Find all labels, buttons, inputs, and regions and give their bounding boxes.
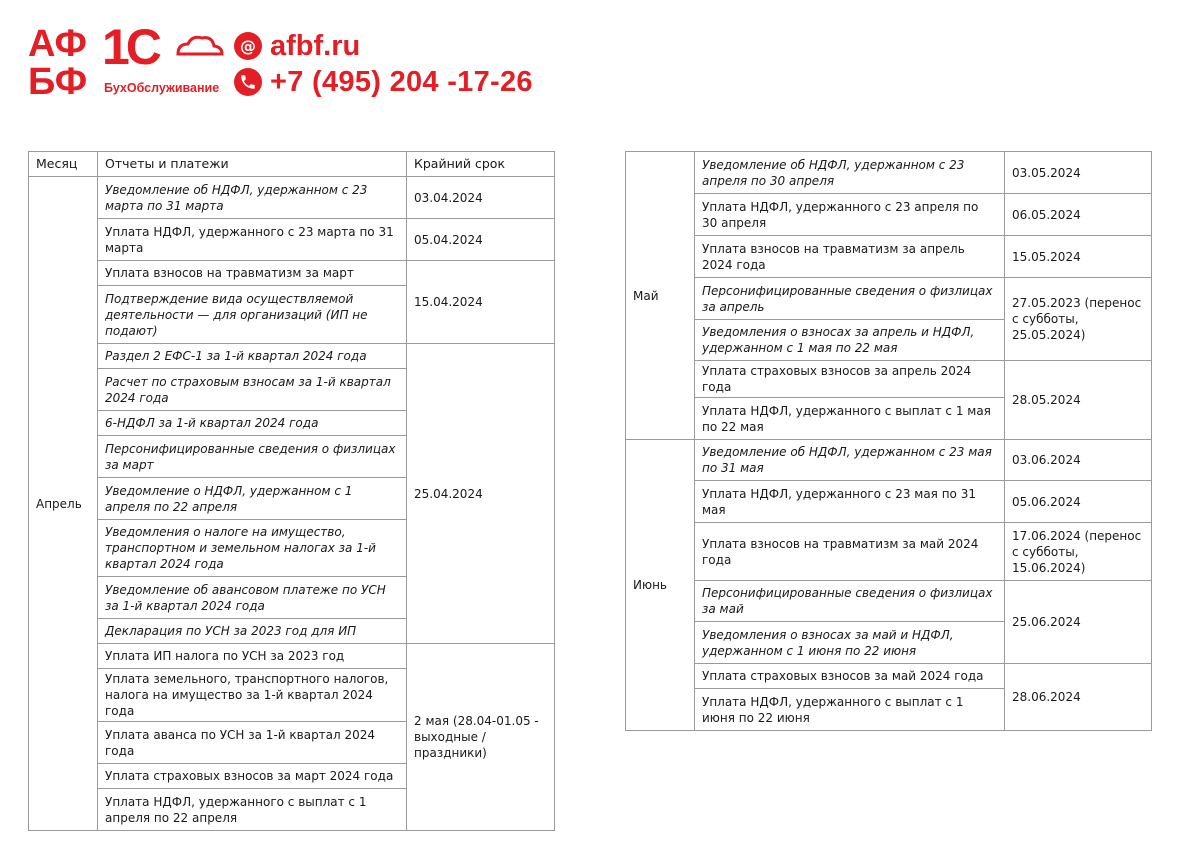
deadline-cell: 03.05.2024: [1005, 152, 1152, 194]
deadline-cell: 27.05.2023 (перенос с субботы, 25.05.2024): [1005, 278, 1152, 361]
deadline-cell: 05.06.2024: [1005, 481, 1152, 523]
logo-mark: 1С: [102, 20, 158, 75]
report-item: Уплата страховых взносов за апрель 2024 года: [695, 361, 1005, 398]
report-item: Уплата НДФЛ, удержанного с выплат с 1 июня по 22 июня: [695, 689, 1005, 731]
report-item: Уведомления о взносах за апрель и НДФЛ, удержанном с 1 мая по 22 мая: [695, 320, 1005, 361]
logo-letters-bottom: БФ: [28, 61, 88, 100]
deadline-cell: 06.05.2024: [1005, 194, 1152, 236]
deadline-cell: 25.06.2024: [1005, 581, 1152, 664]
report-item: Расчет по страховым взносам за 1-й квартал 2024 года: [98, 369, 407, 411]
company-logo-graphic: [28, 20, 228, 100]
schedule-table-april: [28, 151, 555, 831]
deadline-cell: 05.04.2024: [407, 219, 555, 261]
table-row: [29, 177, 555, 219]
report-item: Уплата ИП налога по УСН за 2023 год: [98, 644, 407, 669]
deadline-cell: 15.05.2024: [1005, 236, 1152, 278]
company-logo: [28, 20, 228, 100]
header-reports: Отчеты и платежи: [98, 152, 407, 177]
report-item: Уплата НДФЛ, удержанного с 23 апреля по 30 апреля: [695, 194, 1005, 236]
report-item: 6-НДФЛ за 1-й квартал 2024 года: [98, 411, 407, 436]
report-item: Уведомления о налоге на имущество, транспортном и земельном налогах за 1-й квартал 2024 года: [98, 520, 407, 577]
at-icon: [234, 32, 262, 60]
table-row: [626, 194, 1152, 236]
table-row: [626, 236, 1152, 278]
report-item: Уплата взносов на травматизм за май 2024 года: [695, 523, 1005, 581]
table-header-row: [29, 152, 555, 177]
report-item: Уплата страховых взносов за май 2024 года: [695, 664, 1005, 689]
logo-letters-top: АФ: [28, 23, 87, 65]
report-item: Уплата НДФЛ, удержанного с выплат с 1 мая по 22 мая: [695, 398, 1005, 440]
phone-number[interactable]: +7 (495) 204 -17-26: [270, 65, 533, 98]
deadline-cell: 28.05.2024: [1005, 361, 1152, 440]
contacts: [234, 28, 533, 100]
deadline-cell: 15.04.2024: [407, 261, 555, 344]
report-item: Уплата страховых взносов за март 2024 года: [98, 764, 407, 789]
table-row: [626, 440, 1152, 481]
deadline-cell: 28.06.2024: [1005, 664, 1152, 731]
deadline-cell: 03.04.2024: [407, 177, 555, 219]
report-item: Уведомление о НДФЛ, удержанном с 1 апреля по 22 апреля: [98, 478, 407, 520]
header-deadline: Крайний срок: [407, 152, 555, 177]
table-row: [29, 644, 555, 669]
svg-text:@: @: [240, 36, 256, 56]
month-cell-april: Апрель: [29, 177, 98, 831]
report-item: Уведомление об НДФЛ, удержанном с 23 марта по 31 марта: [98, 177, 407, 219]
report-item: Подтверждение вида осуществляемой деятельности — для организаций (ИП не подают): [98, 286, 407, 344]
report-item: Уведомление об НДФЛ, удержанном с 23 мая по 31 мая: [695, 440, 1005, 481]
table-row: [29, 261, 555, 286]
report-item: Декларация по УСН за 2023 год для ИП: [98, 619, 407, 644]
report-item: Раздел 2 ЕФС-1 за 1-й квартал 2024 года: [98, 344, 407, 369]
schedule-table-may-june: [625, 151, 1152, 731]
report-item: Персонифицированные сведения о физлицах за май: [695, 581, 1005, 622]
report-item: Уплата НДФЛ, удержанного с выплат с 1 апреля по 22 апреля: [98, 789, 407, 831]
table-row: [626, 523, 1152, 581]
logo-subtitle: БухОбслуживание: [104, 81, 220, 95]
month-cell-may: Май: [626, 152, 695, 440]
table-row: [626, 481, 1152, 523]
deadline-cell: 25.04.2024: [407, 344, 555, 644]
report-item: Уплата взносов на травматизм за апрель 2024 года: [695, 236, 1005, 278]
report-item: Уплата НДФЛ, удержанного с 23 марта по 31 марта: [98, 219, 407, 261]
table-row: [626, 152, 1152, 194]
deadline-cell: 2 мая (28.04-01.05 - выходные / праздники): [407, 644, 555, 831]
cloud-icon: [178, 37, 222, 54]
table-row: [626, 664, 1152, 689]
site-line: [234, 28, 533, 64]
report-item: Уведомление об НДФЛ, удержанном с 23 апреля по 30 апреля: [695, 152, 1005, 194]
phone-icon: [234, 68, 262, 96]
report-item: Уплата НДФЛ, удержанного с 23 мая по 31 мая: [695, 481, 1005, 523]
table-row: [626, 278, 1152, 320]
deadline-cell: 17.06.2024 (перенос с субботы, 15.06.2024): [1005, 523, 1152, 581]
table-row: [29, 219, 555, 261]
deadline-cell: 03.06.2024: [1005, 440, 1152, 481]
table-row: [29, 344, 555, 369]
report-item: Уплата аванса по УСН за 1-й квартал 2024 года: [98, 722, 407, 764]
month-cell-june: Июнь: [626, 440, 695, 731]
report-item: Уплата взносов на травматизм за март: [98, 261, 407, 286]
table-row: [626, 361, 1152, 398]
report-item: Персонифицированные сведения о физлицах за апрель: [695, 278, 1005, 320]
report-item: Уведомления о взносах за май и НДФЛ, удержанном с 1 июня по 22 июня: [695, 622, 1005, 664]
report-item: Персонифицированные сведения о физлицах за март: [98, 436, 407, 478]
site-link[interactable]: afbf.ru: [270, 29, 361, 62]
header-month: Месяц: [29, 152, 98, 177]
table-row: [626, 581, 1152, 622]
phone-line: [234, 64, 533, 100]
report-item: Уплата земельного, транспортного налогов, налога на имущество за 1-й квартал 2024 года: [98, 669, 407, 722]
report-item: Уведомление об авансовом платеже по УСН за 1-й квартал 2024 года: [98, 577, 407, 619]
